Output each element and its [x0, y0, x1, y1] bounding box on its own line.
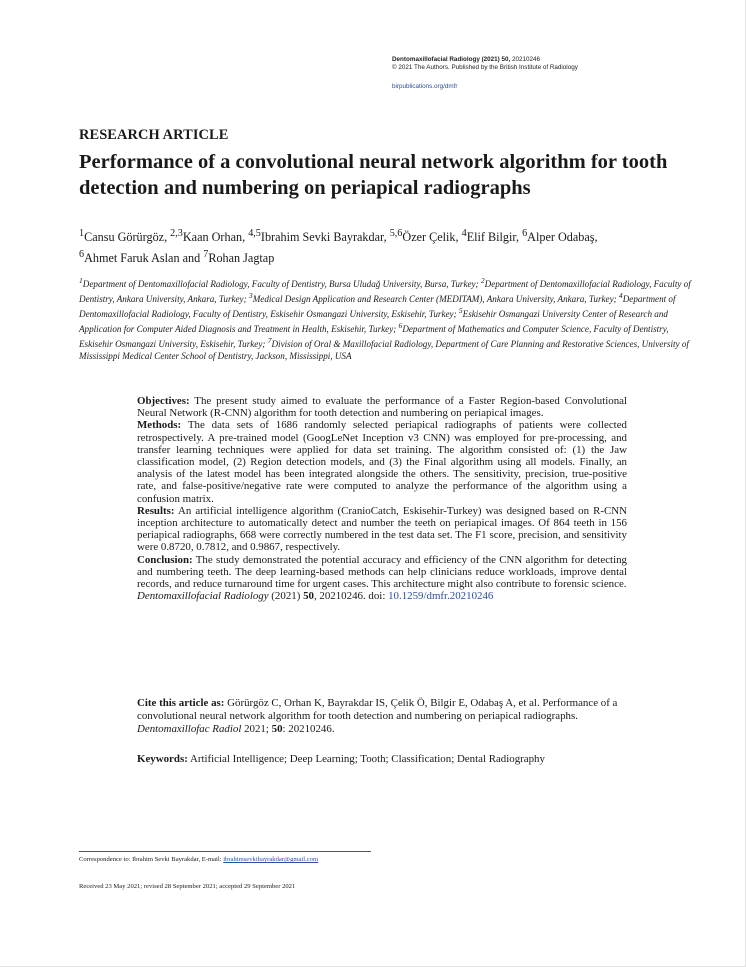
author-sup: 2,3	[170, 228, 183, 239]
abstract-methods	[137, 419, 627, 504]
author-sup: 4,5	[248, 228, 261, 239]
abstract-reference	[137, 590, 627, 602]
affiliation-sup: 5	[458, 306, 463, 316]
received-dates: Received 23 May 2021; revised 28 September 2021; accepted 29 September 2021	[79, 883, 296, 890]
affiliation-sup: 6	[398, 321, 403, 331]
abstract-objectives	[137, 395, 627, 419]
article-title: Performance of a convolutional neural network algorithm for tooth detection and numbering on periapical radiographs	[79, 151, 668, 199]
author-name: Ibrahim Sevki Bayrakdar,	[260, 230, 390, 245]
author-name: Alper Odabaş,	[527, 230, 598, 245]
author-sup: 4	[461, 228, 467, 239]
abstract-results	[137, 505, 627, 554]
author-sup: 1	[79, 228, 85, 239]
correspondence	[79, 855, 379, 864]
keywords	[137, 753, 637, 766]
affiliation-text: Department of Mathematics and Computer Science, Faculty of Dentistry, Eskisehir Osmangazi University, Eskisehir, Turkey;	[79, 324, 669, 350]
cite-journal: Dentomaxillofac Radiol	[137, 723, 242, 735]
abstract	[137, 395, 627, 602]
doi-link[interactable]: 10.1259/dmfr.20210246	[388, 590, 494, 603]
ref-volume: 50	[303, 590, 314, 603]
cite-pages: : 20210246.	[282, 723, 335, 735]
methods-text: The data sets of 1686 randomly selected periapical radiographs of patients were collected retrospectively. A pre-trained model (GoogLeNet Inception v3 CNN) was employed for pre-processing, and transfer learning techniques were applied for data set training. The algorithm consisted of: (1) the Jaw classification model, (2) Region detection models, and (3) the Final algorithm using all models. Finally, an analysis of the latest model has been integrated alongside the others. The sensitivity, precision, true-positive rate, and false-positive/negative rate were computed to analyze the performance of the algorithm using a confusion matrix.	[137, 419, 627, 505]
conclusion-text: The study demonstrated the potential accuracy and efficiency of the CNN algorithm for detecting and numbering teeth. The deep learning-based methods can help clinicians reduce workloads, improve dental records, and reduce turnaround time for urgent cases. This architecture might also contribute to forensic science.	[137, 553, 627, 591]
results-label: Results:	[137, 504, 175, 517]
affiliation-sup: 4	[618, 291, 623, 301]
journal-article-number: 20210246	[512, 56, 541, 63]
author-list	[79, 225, 689, 267]
author-sup: 6	[79, 249, 85, 261]
affiliation-text: Department of Dentomaxillofacial Radiology, Faculty of Dentistry, Bursa Uludağ University, Bursa, Turkey;	[82, 279, 481, 290]
cite-label: Cite this article as:	[137, 697, 225, 709]
keywords-text: Artificial Intelligence; Deep Learning; Tooth; Classification; Dental Radiography	[189, 753, 545, 765]
author-sup: 6	[522, 228, 528, 239]
author-sup: 5,6	[389, 228, 403, 239]
affiliation-sup: 2	[480, 276, 485, 285]
ref-journal: Dentomaxillofacial Radiology	[137, 590, 269, 603]
affiliation-sup: 7	[267, 336, 272, 346]
journal-copyright: © 2021 The Authors. Published by the British Institute of Radiology	[392, 64, 578, 72]
affiliation-text: Medical Design Application and Research Center (MEDITAM), Ankara University, Ankara, Turkey;	[252, 294, 619, 305]
author-name: Rohan Jagtap	[208, 251, 275, 266]
methods-label: Methods:	[137, 419, 182, 432]
journal-url-link[interactable]: birpublications.org/dmfr	[392, 82, 458, 90]
cite-year: 2021;	[241, 723, 272, 735]
author-sup: 7	[203, 249, 209, 261]
footnote-divider	[79, 851, 371, 852]
correspondence-prefix: Correspondence to: Ibrahim Sevki Bayrakdar, E-mail:	[79, 856, 224, 863]
journal-header	[392, 56, 692, 91]
keywords-label: Keywords:	[137, 753, 188, 765]
conclusion-label: Conclusion:	[137, 553, 193, 566]
affiliation-text: Division of Oral & Maxillofacial Radiology, Department of Care Planning and Restorative Sciences, University of Mississippi Medical Center School of Dentistry, Jackson, Mississippi, USA	[79, 339, 689, 362]
author-name: Özer Çelik,	[402, 230, 462, 245]
results-text: An artificial intelligence algorithm (CranioCatch, Eskisehir-Turkey) was designed based on R-CNN inception architecture to automatically detect and number the teeth on periapical images. Of 864 teeth in 156 periapical radiographs, 668 were correctly numbered in the test data set. The F1 score, precision, and sensitivity were 0.8720, 0.7812, and 0.9867, respectively.	[137, 504, 628, 554]
correspondence-email-link[interactable]: ibrahimsevkibayrakdar@gmail.com	[223, 856, 319, 863]
affiliations	[79, 275, 691, 362]
author-name: Cansu Görürgöz,	[84, 230, 171, 245]
objectives-label: Objectives:	[137, 395, 190, 407]
author-name: Ahmet Faruk Aslan and	[84, 251, 204, 266]
ref-year: (2021)	[268, 590, 304, 603]
author-name: Kaan Orhan,	[182, 230, 249, 245]
abstract-conclusion	[137, 554, 627, 591]
objectives-text: The present study aimed to evaluate the performance of a Faster Region-based Convolutional Neural Network (R-CNN) algorithm for tooth detection and numbering on periapical images.	[137, 395, 627, 420]
ref-rest: , 20210246. doi:	[313, 590, 389, 603]
cite-volume: 50	[271, 723, 283, 735]
affiliation-sup: 3	[248, 291, 253, 301]
article-type: RESEARCH ARTICLE	[79, 127, 229, 143]
cite-text: Görürgöz C, Orhan K, Bayrakdar IS, Çelik Ö, Bilgir E, Odabaş A, et al. Performance of a convolutional neural network algorithm for tooth detection and numbering on periapical radiographs.	[137, 697, 618, 722]
cite-as	[137, 697, 627, 736]
journal-name: Dentomaxillofacial Radiology (2021) 50,	[392, 56, 511, 63]
affiliation-sup: 1	[79, 276, 83, 285]
author-name: Elif Bilgir,	[466, 230, 523, 245]
affiliation-text: Department of Dentomaxillofacial Radiology, Faculty of Dentistry, Ankara University, Ankara, Turkey;	[79, 279, 691, 305]
affiliation-text: Eskisehir Osmangazi University Center of Research and Application for Computer Aided Diagnosis and Treatment in Health, Eskisehir, Turkey;	[79, 309, 668, 335]
affiliation-text: Department of Dentomaxillofacial Radiology, Faculty of Dentistry, Eskisehir Osmangazi University, Eskisehir, Turkey;	[79, 294, 676, 320]
